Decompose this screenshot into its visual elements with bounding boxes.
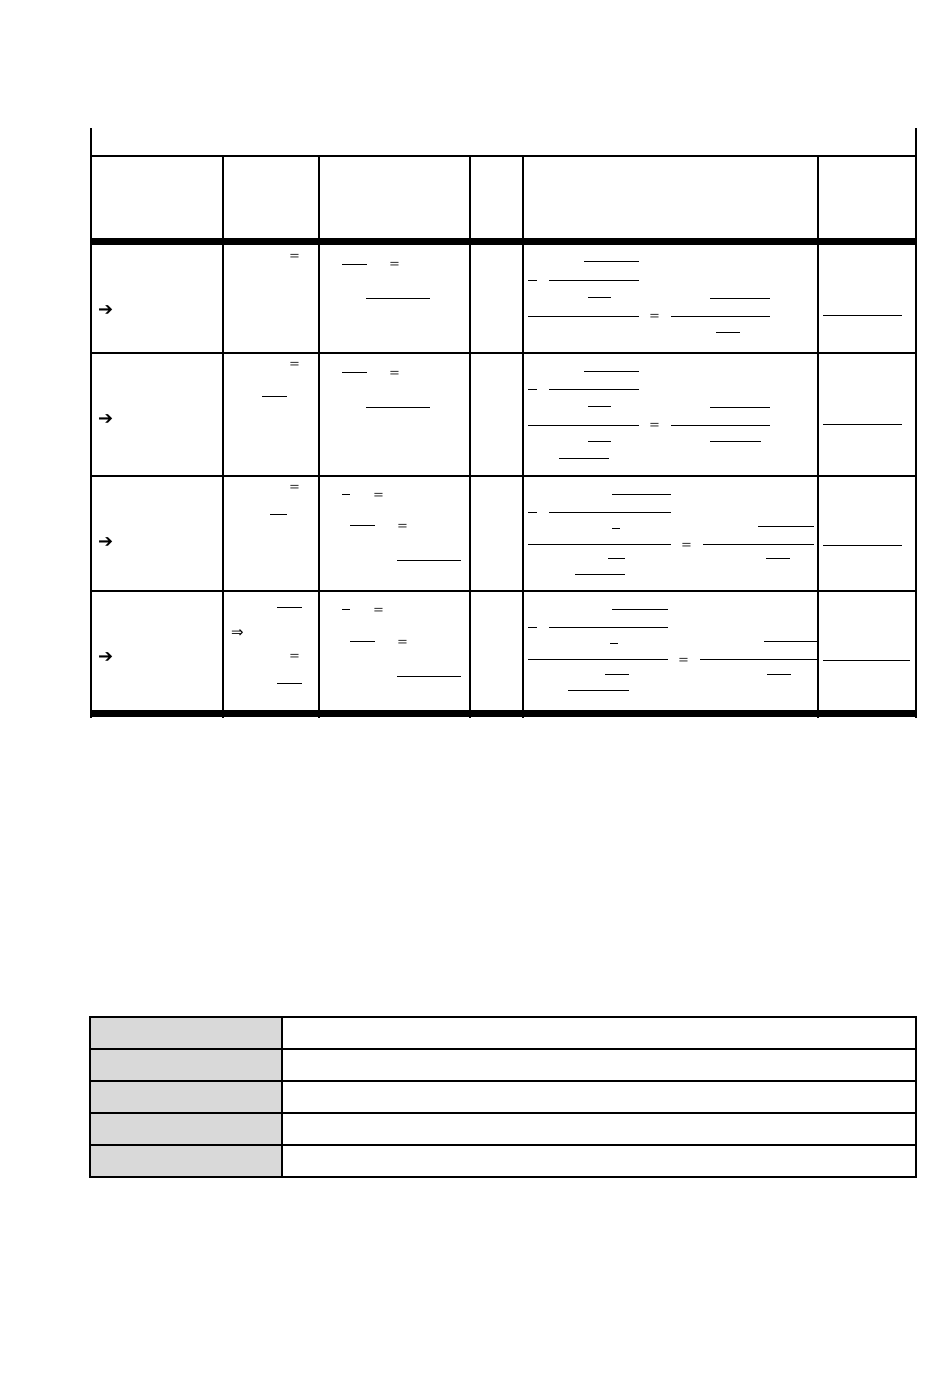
fraction-bar xyxy=(262,396,287,397)
fraction-bar xyxy=(588,297,611,298)
summary-rule xyxy=(90,1144,917,1146)
row-divider xyxy=(90,475,917,477)
fraction-bar xyxy=(767,674,791,675)
equals-sign: = xyxy=(389,366,400,381)
fraction-bar xyxy=(605,674,629,675)
summary-rule xyxy=(90,1176,917,1178)
fraction-bar xyxy=(608,558,625,559)
equals-sign: = xyxy=(289,480,300,495)
fraction-bar xyxy=(549,512,671,513)
fraction-bar xyxy=(528,425,639,426)
summary-rule xyxy=(90,1016,917,1018)
arrow-right-icon: ➔ xyxy=(98,646,114,667)
summary-border-right xyxy=(915,1016,917,1178)
arrow-right-icon: ➔ xyxy=(98,299,114,320)
equals-sign: = xyxy=(289,649,300,664)
fraction-bar xyxy=(823,315,902,316)
header-top-rule xyxy=(90,155,917,157)
fraction-bar xyxy=(588,441,611,442)
fraction-bar xyxy=(528,280,537,281)
fraction-bar xyxy=(610,643,618,644)
fraction-bar xyxy=(528,659,668,660)
equals-sign: = xyxy=(289,249,300,264)
summary-rule xyxy=(90,1048,917,1050)
fraction-bar xyxy=(703,544,814,545)
row-divider xyxy=(90,590,917,592)
fraction-bar xyxy=(270,514,287,515)
fraction-bar xyxy=(277,683,302,684)
fraction-bar xyxy=(277,607,302,608)
fraction-bar xyxy=(766,558,790,559)
fraction-bar xyxy=(528,512,537,513)
fraction-bar xyxy=(568,690,629,691)
equals-sign: = xyxy=(678,653,689,668)
arrow-right-icon: ➔ xyxy=(98,408,114,429)
fraction-bar xyxy=(823,545,902,546)
fraction-bar xyxy=(575,574,625,575)
fraction-bar xyxy=(350,525,375,526)
row-divider xyxy=(90,352,917,354)
fraction-bar xyxy=(528,544,671,545)
fraction-bar xyxy=(342,372,367,373)
implies-symbol: ⇒ xyxy=(231,623,244,641)
fraction-bar xyxy=(823,660,910,661)
arrow-right-icon: ➔ xyxy=(98,531,114,552)
summary-label-cell xyxy=(91,1114,281,1145)
fraction-bar xyxy=(342,609,350,610)
equals-sign: = xyxy=(373,603,384,618)
fraction-bar xyxy=(612,494,671,495)
fraction-bar xyxy=(549,280,639,281)
fraction-bar xyxy=(612,609,668,610)
fraction-bar xyxy=(671,316,770,317)
equals-sign: = xyxy=(649,309,660,324)
fraction-bar xyxy=(342,494,350,495)
summary-label-cell xyxy=(91,1018,281,1049)
fraction-bar xyxy=(528,627,537,628)
fraction-bar xyxy=(549,627,668,628)
summary-border-left xyxy=(89,1016,91,1178)
summary-label-cell xyxy=(91,1082,281,1113)
summary-label-cell xyxy=(91,1050,281,1081)
fraction-bar xyxy=(764,641,819,642)
table-border-left xyxy=(90,128,92,718)
fraction-bar xyxy=(710,441,761,442)
fraction-bar xyxy=(823,424,902,425)
equals-sign: = xyxy=(681,538,692,553)
table-border-right xyxy=(915,128,917,718)
header-bottom-rule xyxy=(90,238,917,245)
fraction-bar xyxy=(559,458,609,459)
fraction-bar xyxy=(528,389,537,390)
fraction-bar xyxy=(700,659,819,660)
fraction-bar xyxy=(342,264,367,265)
fraction-bar xyxy=(397,676,461,677)
fraction-bar xyxy=(549,389,639,390)
fraction-bar xyxy=(710,298,770,299)
equals-sign: = xyxy=(397,519,408,534)
fraction-bar xyxy=(350,641,375,642)
fraction-bar xyxy=(588,406,611,407)
fraction-bar xyxy=(758,526,814,527)
fraction-bar xyxy=(528,316,639,317)
table-bottom-rule xyxy=(90,710,917,717)
fraction-bar xyxy=(584,261,639,262)
equals-sign: = xyxy=(649,418,660,433)
summary-rule xyxy=(90,1080,917,1082)
equals-sign: = xyxy=(289,357,300,372)
fraction-bar xyxy=(366,298,430,299)
fraction-bar xyxy=(366,407,430,408)
fraction-bar xyxy=(584,371,639,372)
summary-rule xyxy=(90,1112,917,1114)
summary-column-divider xyxy=(281,1016,283,1178)
fraction-bar xyxy=(397,560,461,561)
summary-label-cell xyxy=(91,1146,281,1176)
equals-sign: = xyxy=(397,635,408,650)
fraction-bar xyxy=(710,407,770,408)
equals-sign: = xyxy=(373,488,384,503)
fraction-bar xyxy=(716,332,740,333)
equals-sign: = xyxy=(389,257,400,272)
fraction-bar xyxy=(671,425,770,426)
fraction-bar xyxy=(612,528,620,529)
